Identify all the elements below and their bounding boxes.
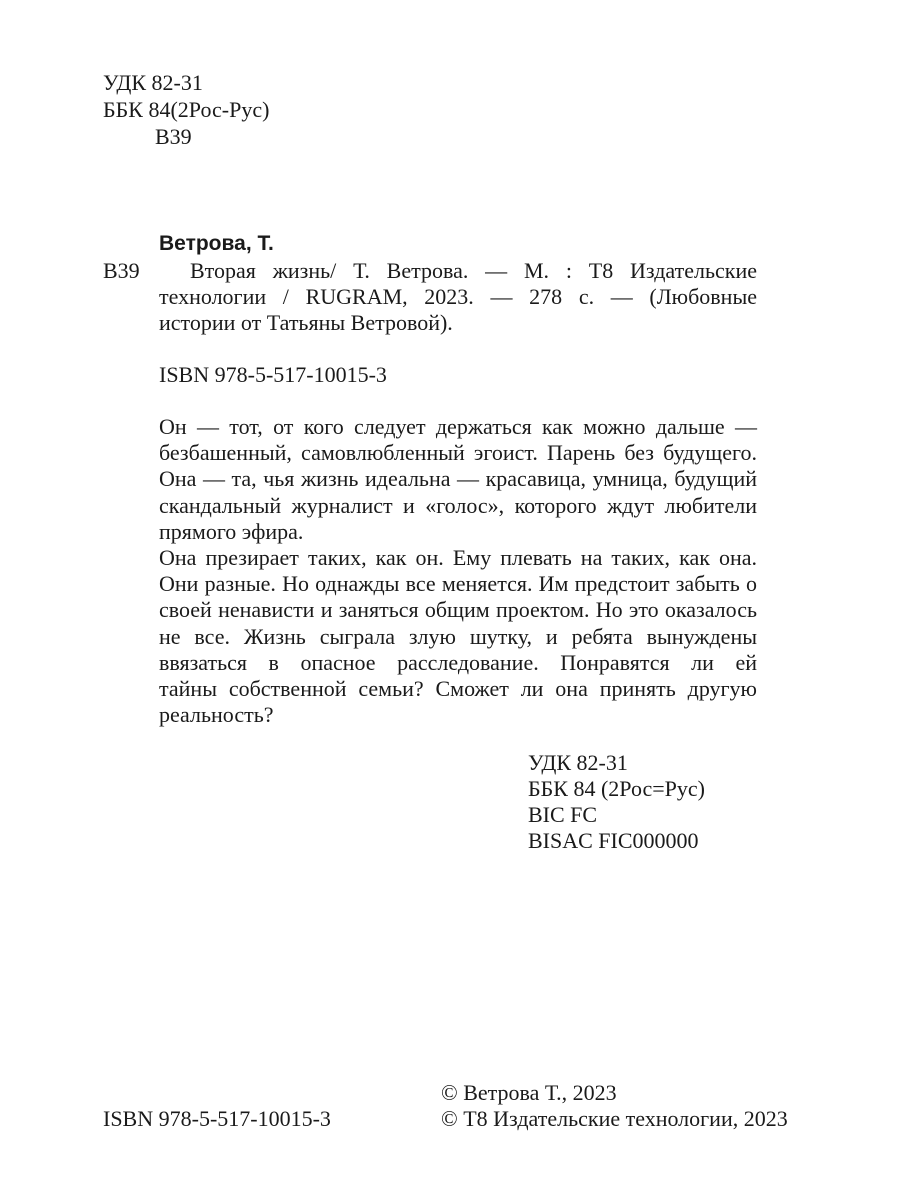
author-sign-side: В39 xyxy=(103,258,140,283)
annotation-line: Она презирает таких, как он. Ему плевать на таких, как она. xyxy=(159,544,757,570)
annotation-line: реальность? xyxy=(159,702,274,728)
annotation-paragraph-1 xyxy=(159,414,757,545)
bic-code: BIC FC xyxy=(528,802,598,827)
annotation-line: не все. Жизнь сыграла злую шутку, и ребята вынуждены xyxy=(159,623,757,649)
author-name: Ветрова, Т. xyxy=(159,232,274,255)
annotation-paragraph-2 xyxy=(159,545,757,728)
biblio-line: технологии / RUGRAM, 2023. — 278 с. — (Любовные xyxy=(159,284,757,310)
bisac-code: BISAC FIC000000 xyxy=(528,828,699,853)
isbn-footer: ISBN 978-5-517-10015-3 xyxy=(103,1106,331,1131)
annotation-line: скандальный журналист и «голос», которого ждут любители xyxy=(159,492,757,518)
copyright-publisher: © Т8 Издательские технологии, 2023 xyxy=(441,1106,788,1131)
copyright-author: © Ветрова Т., 2023 xyxy=(441,1080,617,1105)
annotation-line: Она — та, чья жизнь идеальна — красавица, умница, будущий xyxy=(159,466,757,492)
annotation-line: Он — тот, от кого следует держаться как можно дальше — xyxy=(159,414,757,439)
annotation xyxy=(159,414,757,728)
annotation-line: Они разные. Но однажды все меняется. Им предстоит забыть о xyxy=(159,571,757,597)
isbn-entry: ISBN 978-5-517-10015-3 xyxy=(159,362,387,387)
annotation-line: ввязаться в опасное расследование. Понравятся ли ей xyxy=(159,649,757,675)
annotation-line: своей ненависти и заняться общим проектом. Но это оказалось xyxy=(159,597,757,623)
annotation-line: тайны собственной семьи? Сможет ли она принять другую xyxy=(159,675,757,701)
biblio-line: Вторая жизнь/ Т. Ветрова. — М. : Т8 Издательские xyxy=(190,258,757,283)
author-sign-header: В39 xyxy=(155,124,192,149)
udk-header: УДК 82-31 xyxy=(103,70,203,95)
bbk-code: ББК 84 (2Рос=Рус) xyxy=(528,776,705,801)
bbk-header: ББК 84(2Рос-Рус) xyxy=(103,97,270,122)
annotation-line: безбашенный, самовлюбленный эгоист. Парень без будущего. xyxy=(159,440,757,466)
biblio-line: истории от Татьяны Ветровой). xyxy=(159,310,453,336)
bibliographic-description xyxy=(159,258,757,337)
udk-code: УДК 82-31 xyxy=(528,750,628,775)
annotation-line: прямого эфира. xyxy=(159,518,304,544)
